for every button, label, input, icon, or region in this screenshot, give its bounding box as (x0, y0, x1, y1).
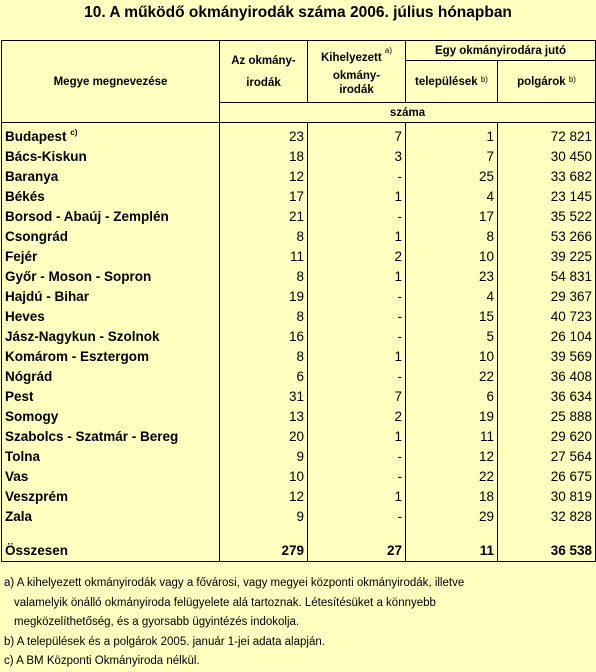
offices-count: 9 (220, 506, 308, 526)
county-name: Győr - Moson - Sopron (2, 266, 220, 286)
county-name: Heves (2, 306, 220, 326)
remote-offices-count: 1 (308, 226, 406, 246)
remote-offices-count: - (308, 306, 406, 326)
footnote-a-cont: valamelyik önálló okmányiroda felügyelete alá tartoznak. Létesítésüket a könnyebb (14, 596, 436, 609)
remote-offices-count: - (308, 326, 406, 346)
county-name: Békés (2, 186, 220, 206)
county-name: Budapest $^{c)}$ (2, 123, 220, 147)
offices-count: 18 (220, 146, 308, 166)
settlements-per-office: 18 (406, 486, 498, 506)
offices-count: 11 (220, 246, 308, 266)
citizens-per-office: 40 723 (498, 306, 596, 326)
county-name: Borsod - Abaúj - Zemplén (2, 206, 220, 226)
settlements-per-office: 8 (406, 226, 498, 246)
offices-count: 8 (220, 226, 308, 246)
footnote-a-cont: megközelíthetőség, és a gyorsabb ügyintézés indokolja. (14, 616, 300, 628)
county-name: Tolna (2, 446, 220, 466)
citizens-per-office: 35 522 (498, 206, 596, 226)
table-row (2, 446, 596, 466)
citizens-per-office: 72 821 (498, 123, 596, 147)
header-county: Megye megnevezése (2, 41, 220, 123)
table-row (2, 146, 596, 166)
remote-offices-count: - (308, 206, 406, 226)
table-row (2, 426, 596, 446)
table-row (2, 226, 596, 246)
settlements-per-office: 10 (406, 246, 498, 266)
footnote-a: a) A kihelyezett okmányirodák vagy a fővárosi, vagy megyei központi okmányirodák, illetve (4, 577, 465, 589)
total-offices: 279 (220, 540, 308, 562)
settlements-per-office: 11 (406, 426, 498, 446)
table-row (2, 406, 596, 426)
table-row (2, 186, 596, 206)
remote-offices-count: - (308, 506, 406, 526)
table-row (2, 166, 596, 186)
offices-count: 8 (220, 346, 308, 366)
citizens-per-office: 29 620 (498, 426, 596, 446)
offices-count: 6 (220, 366, 308, 386)
offices-count: 13 (220, 406, 308, 426)
settlements-per-office: 22 (406, 466, 498, 486)
table-row (2, 506, 596, 526)
footnote-c: c) A BM Központi Okmányiroda nélkül. (4, 655, 200, 667)
settlements-per-office: 25 (406, 166, 498, 186)
county-footnote-mark: c) (70, 127, 78, 137)
remote-offices-count: - (308, 166, 406, 186)
header-offices: Az okmány- irodák (220, 41, 308, 103)
citizens-per-office: 30 450 (498, 146, 596, 166)
offices-count: 20 (220, 426, 308, 446)
settlements-per-office: 4 (406, 186, 498, 206)
table-row (2, 326, 596, 346)
total-settlements-per-office: 11 (406, 540, 498, 562)
citizens-per-office: 29 367 (498, 286, 596, 306)
county-name: Szabolcs - Szatmár - Bereg (2, 426, 220, 446)
total-remote-offices: 27 (308, 540, 406, 562)
settlements-per-office: 17 (406, 206, 498, 226)
citizens-per-office: 39 225 (498, 246, 596, 266)
county-name: Hajdú - Bihar (2, 286, 220, 306)
remote-offices-count: 7 (308, 123, 406, 147)
offices-count: 8 (220, 266, 308, 286)
county-name: Vas (2, 466, 220, 486)
county-name: Somogy (2, 406, 220, 426)
citizens-per-office: 36 408 (498, 366, 596, 386)
offices-count: 12 (220, 486, 308, 506)
offices-count: 23 (220, 123, 308, 147)
offices-count: 19 (220, 286, 308, 306)
offices-count: 12 (220, 166, 308, 186)
settlements-per-office: 23 (406, 266, 498, 286)
header-per-office: Egy okmányirodára jutó (406, 41, 596, 61)
settlements-per-office: 12 (406, 446, 498, 466)
citizens-per-office: 33 682 (498, 166, 596, 186)
citizens-per-office: 36 634 (498, 386, 596, 406)
page-title: 10. A működő okmányirodák száma 2006. július hónapban (84, 4, 512, 21)
table-row (2, 386, 596, 406)
settlements-per-office: 22 (406, 366, 498, 386)
table-row (2, 286, 596, 306)
citizens-per-office: 26 675 (498, 466, 596, 486)
settlements-per-office: 19 (406, 406, 498, 426)
settlements-per-office: 10 (406, 346, 498, 366)
table-row (2, 366, 596, 386)
remote-offices-count: 1 (308, 426, 406, 446)
settlements-per-office: 15 (406, 306, 498, 326)
offices-count: 17 (220, 186, 308, 206)
county-name: Bács-Kiskun (2, 146, 220, 166)
table-row (2, 466, 596, 486)
remote-offices-count: 1 (308, 266, 406, 286)
header-citizens: polgárok $^{b)}$ (498, 61, 596, 103)
table-row (2, 123, 596, 147)
remote-offices-count: 1 (308, 346, 406, 366)
remote-offices-count: 1 (308, 486, 406, 506)
remote-offices-count: - (308, 366, 406, 386)
offices-count: 21 (220, 206, 308, 226)
county-name: Csongrád (2, 226, 220, 246)
table-row (2, 266, 596, 286)
remote-offices-count: 7 (308, 386, 406, 406)
citizens-per-office: 39 569 (498, 346, 596, 366)
offices-count: 16 (220, 326, 308, 346)
offices-count: 9 (220, 446, 308, 466)
county-name: Baranya (2, 166, 220, 186)
table-row (2, 306, 596, 326)
remote-offices-count: - (308, 286, 406, 306)
remote-offices-count: - (308, 446, 406, 466)
header-remote-offices: Kihelyezett $^{a)}$ okmány- irodák (308, 41, 406, 103)
header-settlements: települések $^{b)}$ (406, 61, 498, 103)
citizens-per-office: 23 145 (498, 186, 596, 206)
total-citizens-per-office: 36 538 (498, 540, 596, 562)
citizens-per-office: 26 104 (498, 326, 596, 346)
county-name: Jász-Nagykun - Szolnok (2, 326, 220, 346)
table-row (2, 206, 596, 226)
county-name: Zala (2, 506, 220, 526)
citizens-per-office: 32 828 (498, 506, 596, 526)
total-label: Összesen (2, 540, 220, 562)
footnote-b: b) A települések és a polgárok 2005. január 1-jei adata alapján. (4, 635, 325, 648)
settlements-per-office: 7 (406, 146, 498, 166)
settlements-per-office: 5 (406, 326, 498, 346)
settlements-per-office: 4 (406, 286, 498, 306)
citizens-per-office: 30 819 (498, 486, 596, 506)
remote-offices-count: 2 (308, 246, 406, 266)
county-name: Fejér (2, 246, 220, 266)
settlements-per-office: 6 (406, 386, 498, 406)
citizens-per-office: 25 888 (498, 406, 596, 426)
remote-offices-count: 2 (308, 406, 406, 426)
spacer-row (2, 526, 596, 540)
citizens-per-office: 53 266 (498, 226, 596, 246)
header-unit: száma (220, 103, 596, 123)
data-table (1, 40, 596, 562)
county-name: Veszprém (2, 486, 220, 506)
offices-count: 8 (220, 306, 308, 326)
remote-offices-count: 3 (308, 146, 406, 166)
table-row (2, 486, 596, 506)
remote-offices-count: 1 (308, 186, 406, 206)
table-row (2, 346, 596, 366)
offices-count: 10 (220, 466, 308, 486)
settlements-per-office: 1 (406, 123, 498, 147)
county-name: Komárom - Esztergom (2, 346, 220, 366)
table-row (2, 246, 596, 266)
county-name: Pest (2, 386, 220, 406)
total-row (2, 540, 596, 562)
county-name: Nógrád (2, 366, 220, 386)
remote-offices-count: - (308, 466, 406, 486)
citizens-per-office: 27 564 (498, 446, 596, 466)
offices-count: 31 (220, 386, 308, 406)
citizens-per-office: 54 831 (498, 266, 596, 286)
settlements-per-office: 29 (406, 506, 498, 526)
footnotes (4, 574, 594, 672)
